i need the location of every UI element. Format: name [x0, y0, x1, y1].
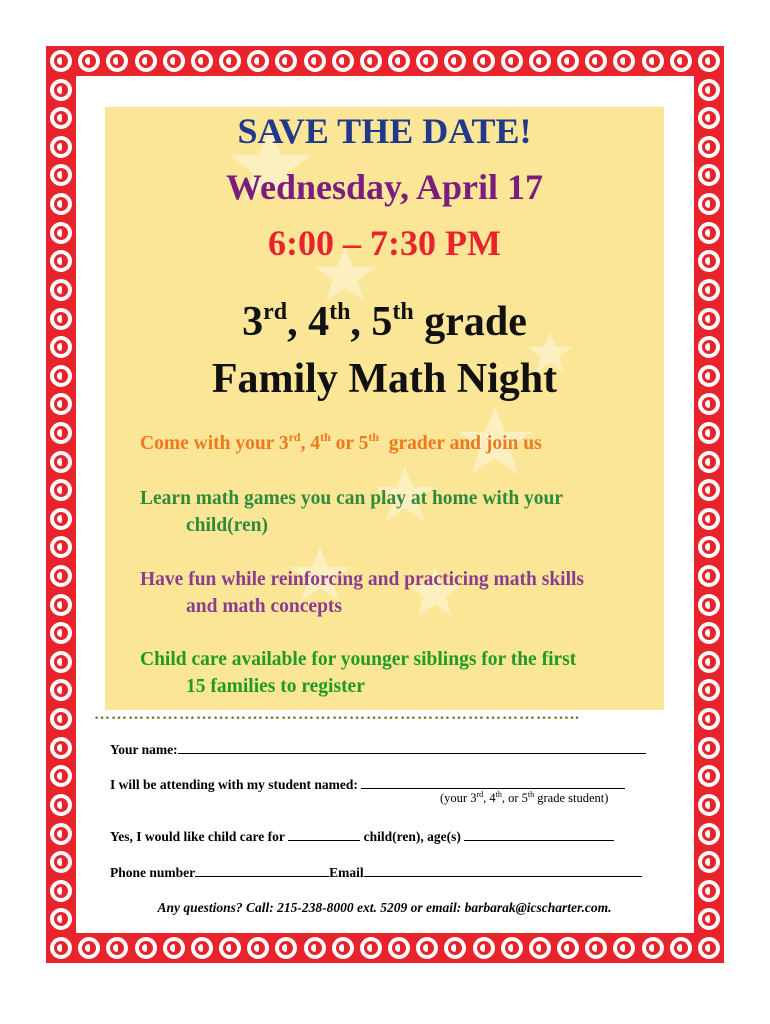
swirl-icon [50, 250, 72, 272]
swirl-icon [642, 50, 664, 72]
swirl-icon [304, 50, 326, 72]
swirl-icon [698, 880, 720, 902]
name-field[interactable] [178, 741, 646, 754]
swirl-icon [698, 737, 720, 759]
swirl-icon [191, 50, 213, 72]
email-field[interactable] [364, 864, 642, 877]
swirl-icon [360, 937, 382, 959]
swirl-icon [304, 937, 326, 959]
swirl-icon [78, 50, 100, 72]
swirl-icon [50, 79, 72, 101]
swirl-icon [473, 50, 495, 72]
swirl-icon [50, 794, 72, 816]
bullet-childcare: Child care available for younger siblings for the first 15 families to register [140, 649, 577, 697]
save-the-date-heading: SAVE THE DATE! [237, 111, 532, 151]
swirl-icon [191, 937, 213, 959]
swirl-icon [219, 50, 241, 72]
swirl-icon [50, 136, 72, 158]
form-contact-row [110, 864, 642, 881]
swirl-icon [50, 193, 72, 215]
swirl-icon [698, 651, 720, 673]
swirl-icon [473, 937, 495, 959]
grade-heading: 3rd, 4th, 5th grade [242, 299, 527, 345]
swirl-icon [50, 594, 72, 616]
student-name-field[interactable] [361, 776, 625, 789]
swirl-icon [698, 107, 720, 129]
swirl-icon [50, 393, 72, 415]
swirl-icon [219, 937, 241, 959]
swirl-icon [698, 679, 720, 701]
swirl-icon [698, 765, 720, 787]
name-label: Your name: [110, 742, 178, 757]
swirl-icon [50, 164, 72, 186]
swirl-icon [50, 365, 72, 387]
swirl-icon [163, 937, 185, 959]
swirl-icon [698, 622, 720, 644]
event-time: 6:00 – 7:30 PM [268, 223, 501, 263]
swirl-icon [50, 679, 72, 701]
swirl-icon [642, 937, 664, 959]
swirl-icon [698, 565, 720, 587]
swirl-icon [106, 50, 128, 72]
swirl-icon [585, 937, 607, 959]
swirl-icon [698, 823, 720, 845]
bullet-learn: Learn math games you can play at home with your child(ren) [140, 488, 564, 536]
swirl-icon [613, 937, 635, 959]
event-date: Wednesday, April 17 [225, 167, 544, 207]
swirl-icon [50, 107, 72, 129]
swirl-icon [163, 50, 185, 72]
swirl-icon [135, 937, 157, 959]
swirl-icon [275, 937, 297, 959]
swirl-icon [50, 651, 72, 673]
swirl-icon [698, 708, 720, 730]
form-name-row [110, 741, 646, 758]
swirl-icon [275, 50, 297, 72]
swirl-icon [360, 50, 382, 72]
swirl-icon [698, 136, 720, 158]
childcare-count-field[interactable] [288, 828, 360, 841]
swirl-icon [501, 937, 523, 959]
swirl-icon [585, 50, 607, 72]
swirl-icon [50, 622, 72, 644]
swirl-icon [50, 536, 72, 558]
event-title: Family Math Night [211, 356, 558, 402]
swirl-icon [698, 937, 720, 959]
swirl-icon [698, 79, 720, 101]
swirl-icon [50, 708, 72, 730]
swirl-icon [332, 937, 354, 959]
swirl-icon [698, 336, 720, 358]
swirl-icon [135, 50, 157, 72]
swirl-icon [501, 50, 523, 72]
attending-label: I will be attending with my student named: [110, 777, 358, 792]
swirl-icon [50, 422, 72, 444]
swirl-icon [529, 50, 551, 72]
swirl-icon [444, 50, 466, 72]
swirl-icon [50, 308, 72, 330]
bullet-come: Come with your 3rd, 4th or 5th grader and join us [140, 430, 542, 454]
swirl-icon [529, 937, 551, 959]
swirl-icon [698, 508, 720, 530]
swirl-icon [698, 794, 720, 816]
swirl-icon [50, 765, 72, 787]
swirl-icon [698, 365, 720, 387]
swirl-icon [247, 937, 269, 959]
swirl-icon [247, 50, 269, 72]
swirl-icon [50, 823, 72, 845]
childcare-ages-field[interactable] [464, 828, 614, 841]
swirl-icon [698, 50, 720, 72]
swirl-icon [698, 851, 720, 873]
swirl-icon [698, 250, 720, 272]
swirl-icon [50, 451, 72, 473]
swirl-icon [557, 937, 579, 959]
swirl-icon [698, 164, 720, 186]
swirl-icon [332, 50, 354, 72]
swirl-icon [50, 336, 72, 358]
swirl-icon [698, 536, 720, 558]
swirl-icon [698, 193, 720, 215]
childcare-age-label: child(ren), age(s) [363, 829, 461, 844]
form-childcare-row [110, 828, 614, 845]
swirl-icon [106, 937, 128, 959]
swirl-icon [698, 451, 720, 473]
swirl-icon [416, 937, 438, 959]
swirl-icon [698, 422, 720, 444]
swirl-icon [444, 937, 466, 959]
swirl-icon [50, 880, 72, 902]
phone-label: Phone number [110, 865, 196, 880]
swirl-icon [388, 50, 410, 72]
email-label: Email [329, 865, 364, 880]
phone-field[interactable] [195, 864, 329, 877]
swirl-icon [50, 851, 72, 873]
swirl-icon [50, 508, 72, 530]
swirl-icon [557, 50, 579, 72]
swirl-icon [388, 937, 410, 959]
swirl-icon [670, 50, 692, 72]
swirl-icon [50, 479, 72, 501]
swirl-icon [50, 908, 72, 930]
swirl-icon [50, 50, 72, 72]
swirl-icon [50, 279, 72, 301]
swirl-icon [698, 279, 720, 301]
swirl-icon [78, 937, 100, 959]
swirl-icon [613, 50, 635, 72]
swirl-icon [698, 908, 720, 930]
swirl-icon [50, 565, 72, 587]
swirl-icon [416, 50, 438, 72]
cut-line-separator: ………………………………………………………………………….. [94, 706, 580, 723]
childcare-label: Yes, I would like child care for [110, 829, 285, 844]
swirl-icon [50, 937, 72, 959]
swirl-icon [698, 308, 720, 330]
swirl-icon [50, 737, 72, 759]
swirl-icon [670, 937, 692, 959]
swirl-icon [698, 479, 720, 501]
bullet-fun: Have fun while reinforcing and practicing math skills and math concepts [140, 569, 585, 617]
swirl-icon [698, 222, 720, 244]
contact-questions: Any questions? Call: 215-238-8000 ext. 5209 or email: barbarak@icscharter.com. [157, 900, 612, 915]
swirl-icon [50, 222, 72, 244]
grade-hint: (your 3rd, 4th, or 5th grade student) [440, 790, 609, 805]
swirl-icon [698, 393, 720, 415]
swirl-icon [698, 594, 720, 616]
